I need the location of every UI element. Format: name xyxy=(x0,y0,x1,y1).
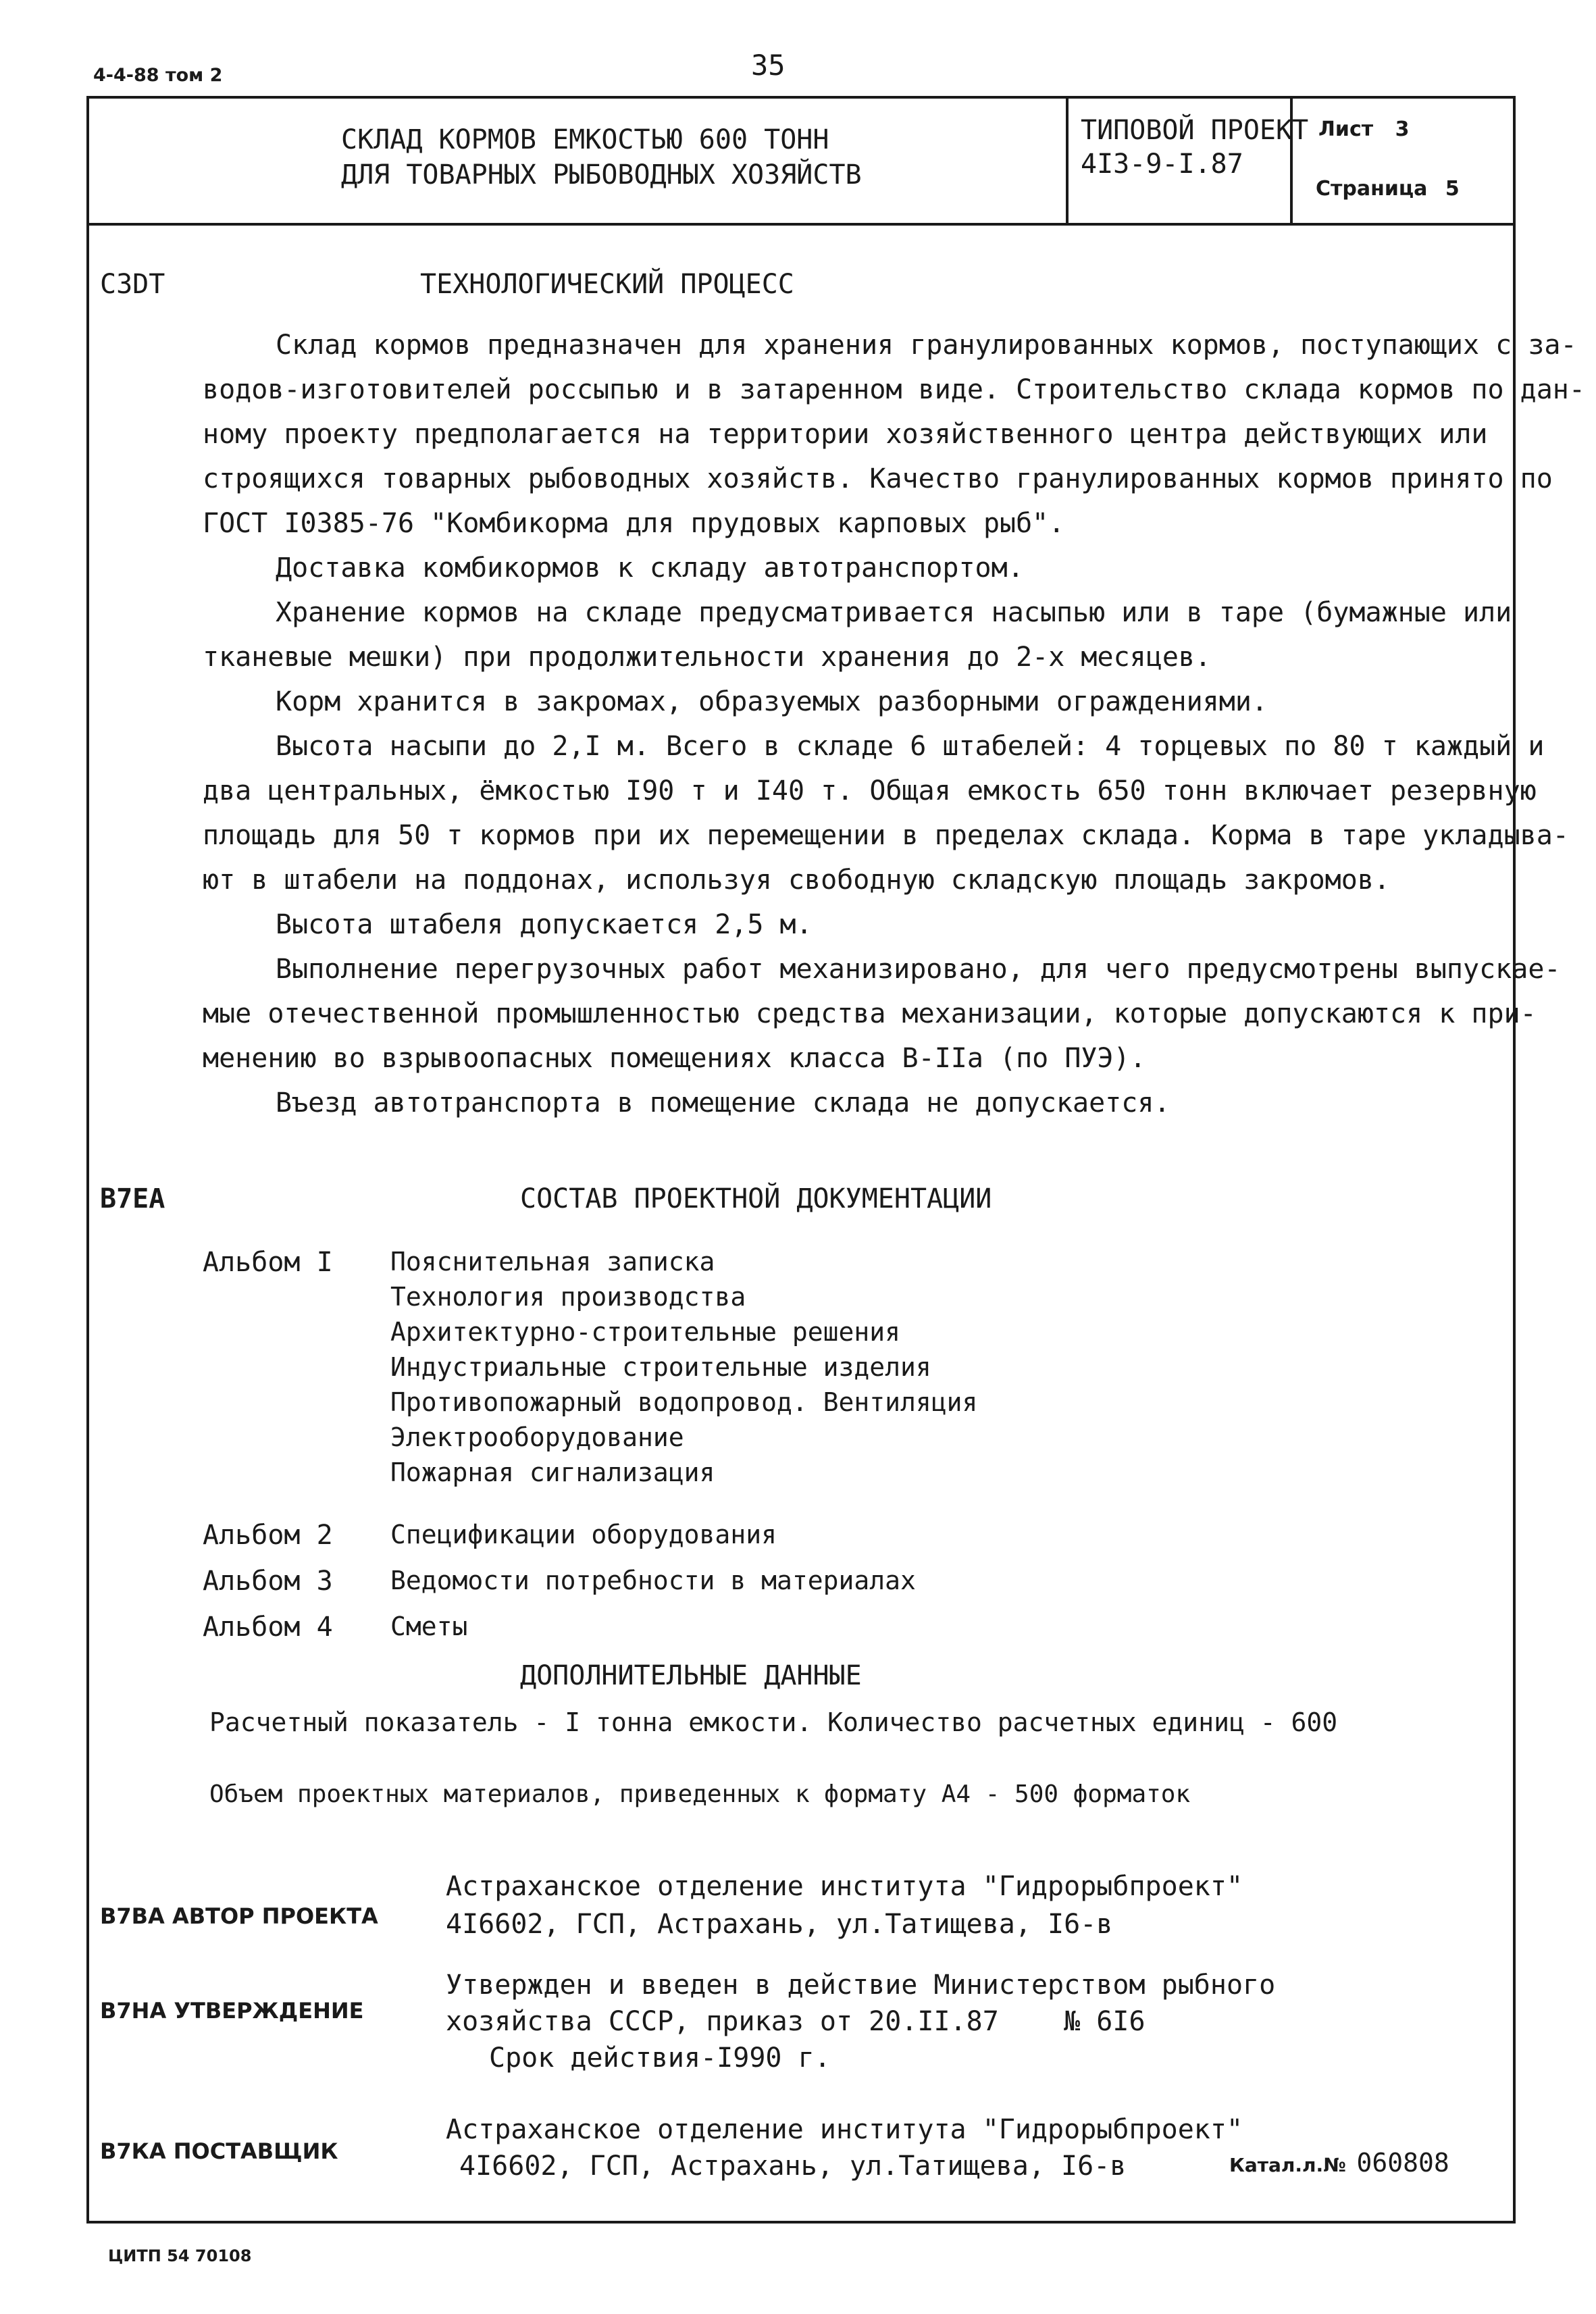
paragraph-line: ГОСТ I0385-76 "Комбикорма для прудовых карповых рыб". xyxy=(203,508,1065,539)
album-item: Индустриальные строительные изделия xyxy=(390,1352,931,1382)
section-code-technology: С3DТ xyxy=(100,269,165,300)
paragraph-line: Доставка комбикормов к складу автотранспортом. xyxy=(276,552,1024,584)
catalog-label: Катал.л.№ xyxy=(1229,2154,1346,2176)
catalog-value: 060808 xyxy=(1356,2148,1449,2178)
paragraph-line: Корм хранится в закромах, образуемых разборными ограждениями. xyxy=(276,686,1268,717)
section-heading-documentation: СОСТАВ ПРОЕКТНОЙ ДОКУМЕНТАЦИИ xyxy=(520,1183,992,1214)
author-label: В7ВА АВТОР ПРОЕКТА xyxy=(100,1903,378,1929)
album-item: Ведомости потребности в материалах xyxy=(390,1566,916,1595)
paragraph-line: Склад кормов предназначен для хранения гранулированных кормов, поступающих с за- xyxy=(276,330,1577,361)
approval-label: В7НА УТВЕРЖДЕНИЕ xyxy=(100,1998,364,2024)
album-item: Архитектурно-строительные решения xyxy=(390,1317,900,1347)
paragraph-line: Хранение кормов на складе предусматривается насыпью или в таре (бумажные или xyxy=(276,597,1512,628)
catalog-number xyxy=(1229,2148,1449,2178)
author-line2: 4I6602, ГСП, Астрахань, ул.Татищева, I6-в xyxy=(446,1909,1113,1940)
paragraph-line: мые отечественной промышленностью средства механизации, которые допускаются к при- xyxy=(203,998,1537,1029)
paragraph-line: тканевые мешки) при продолжительности хранения до 2-х месяцев. xyxy=(203,642,1212,673)
paragraph-line: строящихся товарных рыбоводных хозяйств. Качество гранулированных кормов принято по xyxy=(203,463,1553,494)
paragraph-line: площадь для 50 т кормов при их перемещении в пределах склада. Корма в таре укладыва- xyxy=(203,820,1569,851)
materials-volume: Объем проектных материалов, приведенных к формату А4 - 500 форматок xyxy=(209,1780,1191,1808)
sheet-number: 3 xyxy=(1395,118,1410,141)
document-title-line2: ДЛЯ ТОВАРНЫХ РЫБОВОДНЫХ ХОЗЯЙСТВ xyxy=(341,159,862,190)
supplier-line2: 4I6602, ГСП, Астрахань, ул.Татищева, I6-в xyxy=(459,2151,1127,2182)
section-heading-additional: ДОПОЛНИТЕЛЬНЫЕ ДАННЫЕ xyxy=(520,1660,862,1691)
footer-code: ЦИТП 54 70108 xyxy=(108,2246,252,2265)
paragraph-line: ному проекту предполагается на территории хозяйственного центра действующих или xyxy=(203,419,1488,450)
page-label-text: Страница xyxy=(1316,177,1428,201)
document-title-line1: СКЛАД КОРМОВ ЕМКОСТЬЮ 600 ТОНН xyxy=(341,124,829,155)
album-label: Альбом 2 xyxy=(203,1520,333,1551)
paragraph-line: Выполнение перегрузочных работ механизировано, для чего предусмотрены выпускае- xyxy=(276,954,1561,985)
page-number: 5 xyxy=(1445,177,1460,201)
album-item: Технология производства xyxy=(390,1282,746,1312)
paragraph-line: Высота штабеля допускается 2,5 м. xyxy=(276,909,813,940)
title-block-separator-1 xyxy=(1066,96,1069,224)
album-label: Альбом 3 xyxy=(203,1566,333,1597)
project-number: 4I3-9-I.87 xyxy=(1081,149,1243,180)
project-label: ТИПОВОЙ ПРОЕКТ xyxy=(1081,115,1309,146)
album-item: Пояснительная записка xyxy=(390,1247,715,1277)
sheet-page-number: 35 xyxy=(751,49,786,82)
sheet-label xyxy=(1318,118,1409,141)
section-code-documentation: В7ЕА xyxy=(100,1183,165,1214)
album-label: Альбом I xyxy=(203,1247,333,1278)
page-label xyxy=(1316,177,1460,201)
album-item: Сметы xyxy=(390,1612,468,1641)
section-heading-technology: ТЕХНОЛОГИЧЕСКИЙ ПРОЦЕСС xyxy=(420,269,794,300)
album-item: Электрооборудование xyxy=(390,1422,684,1452)
approval-line1: Утвержден и введен в действие Министерством рыбного xyxy=(446,1970,1276,2001)
validity-period: Срок действия-I990 г. xyxy=(489,2042,831,2074)
paragraph-line: Въезд автотранспорта в помещение склада не допускается. xyxy=(276,1087,1170,1119)
paragraph-line: менению во взрывоопасных помещениях класса В-IIа (по ПУЭ). xyxy=(203,1043,1146,1074)
series-label: 4-4-88 том 2 xyxy=(93,65,223,86)
sheet-label-text: Лист xyxy=(1318,118,1374,141)
author-line1: Астраханское отделение института "Гидрорыбпроект" xyxy=(446,1871,1243,1902)
title-block-divider xyxy=(86,223,1516,226)
album-item: Пожарная сигнализация xyxy=(390,1458,715,1487)
calculation-indicator: Расчетный показатель - I тонна емкости. Количество расчетных единиц - 600 xyxy=(209,1707,1338,1737)
paragraph-line: ют в штабели на поддонах, используя свободную складскую площадь закромов. xyxy=(203,865,1390,896)
paragraph-line: два центральных, ёмкостью I90 т и I40 т. Общая емкость 650 тонн включает резервную xyxy=(203,775,1537,806)
album-item: Противопожарный водопровод. Вентиляция xyxy=(390,1387,978,1417)
album-item: Спецификации оборудования xyxy=(390,1520,777,1549)
supplier-line1: Астраханское отделение института "Гидрорыбпроект" xyxy=(446,2114,1243,2145)
paragraph-line: водов-изготовителей россыпью и в затаренном виде. Строительство склада кормов по дан- xyxy=(203,374,1585,405)
supplier-label: В7КА ПОСТАВЩИК xyxy=(100,2138,338,2164)
album-label: Альбом 4 xyxy=(203,1612,333,1643)
paragraph-line: Высота насыпи до 2,I м. Всего в складе 6 штабелей: 4 торцевых по 80 т каждый и xyxy=(276,731,1545,762)
approval-line2: хозяйства СССР, приказ от 20.II.87 № 6I6 xyxy=(446,2006,1145,2037)
